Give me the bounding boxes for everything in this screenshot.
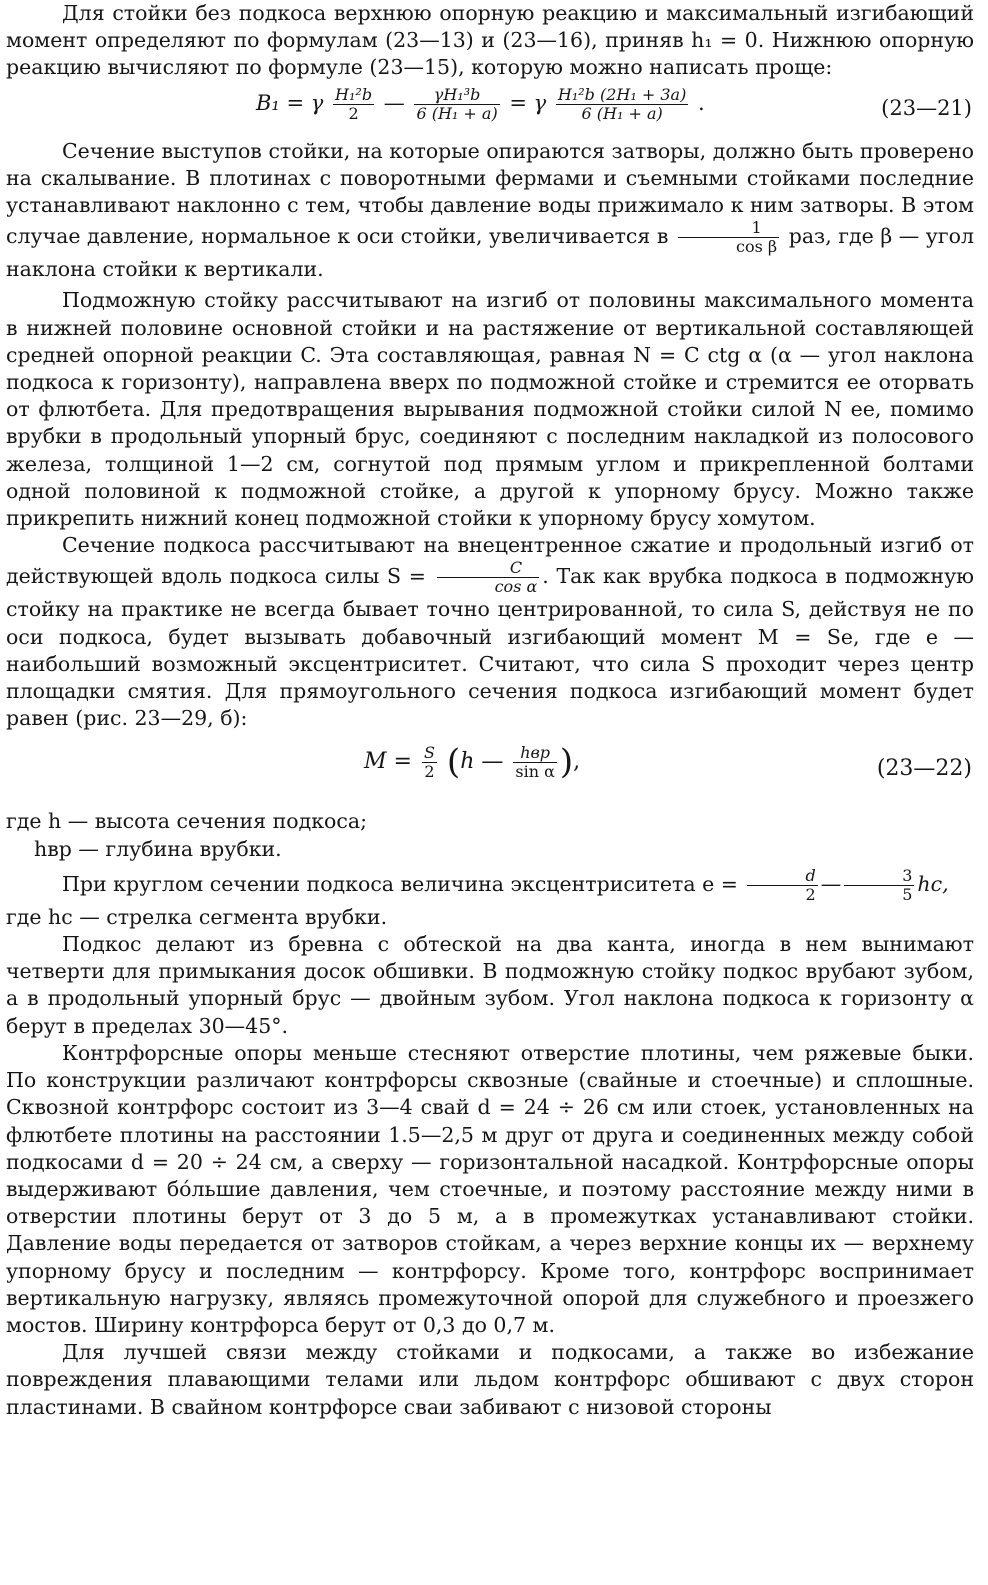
paragraph-6: Подкос делают из бревна с обтеской на два канта, иногда в нем вынимают четверти для примыкания досок обшивки. В подможную стойку подкос врубают зубом, а в продольный упорный брус — двойным зубом. Угол наклона подкоса к горизонту α берут в пределах 30—45°. bbox=[6, 932, 974, 1038]
where-line-2: hвр — глубина врубки. bbox=[34, 836, 282, 861]
p2-fraction: $\frac{1}{\text{cos β}}$ bbox=[678, 219, 779, 256]
equation-number-23-22: (23—22) bbox=[876, 756, 972, 782]
p4-fraction: $\frac{C}{\text{cos α}}$ bbox=[437, 559, 540, 596]
paragraph-4: Сечение подкоса рассчитывают на внецентренное сжатие и продольный изгиб от действующей вдоль подкоса силы S = $\frac{C}{\text{cos α}}$ . Так как врубка подкоса в подможную стойку на практике не всегда бывает точно центрированной, то сила S, действуя не по оси подкоса, будет вызывать добавочный изгибающий момент M = Se, где e — наибольший возможный эксцентриситет. Считают, что сила S проходит через центр площадки смятия. Для прямоугольного сечения подкоса изгибающий момент будет равен (рис. 23—29, б): bbox=[6, 533, 974, 731]
eq1-frac-2: $\frac{\text{γH₁³b}}{\text{6 (H₁ + a)}}$ bbox=[416, 84, 498, 123]
equation-23-21: B₁ = γ $\frac{\text{H₁²b}}{2}$ — $\frac{\text{γH₁³b}}{\text{6 (H₁ + a)}}$ = γ $\frac{\text{H₁²b (2H₁ + 3a)}}{\text{6 (H₁ + a)}}$ . (23—21) bbox=[256, 84, 972, 123]
where-line-1: где h — высота сечения подкоса; bbox=[6, 809, 367, 834]
paragraph-2: Сечение выступов стойки, на которые опираются затворы, должно быть проверено на скалывание. В плотинах с поворотными фермами и съемными стойками последние устанавливают наклонно с тем, чтобы давление воды прижимало к ним затворы. В этом случае давление, нормальное к оси стойки, увеличивается в $\frac{1}{\text{cos β}}$ раз, где β — угол наклона стойки к вертикали. bbox=[6, 138, 974, 282]
equation-23-22: M = $\frac{S}{2}$ (h — $\frac{\text{hвр}}{\text{sin α}}$ ), (23—22) bbox=[364, 742, 972, 783]
paragraph-8: Для лучшей связи между стойками и подкосами, а также во избежание повреждения плавающими телами или льдом контрфорс обшивают с двух сторон пластинами. В свайном контрфорсе сваи забивают с низовой стороны bbox=[6, 1340, 974, 1419]
equation-number-23-21: (23—21) bbox=[881, 95, 972, 120]
document-page bbox=[6, 0, 974, 1421]
paragraph-1: Для стойки без подкоса верхнюю опорную реакцию и максимальный изгибающий момент определяют по формулам (23—13) и (23—16), приняв h₁ = 0. Нижнюю опорную реакцию вычисляют по формуле (23—15), которую можно написать проще: bbox=[6, 1, 974, 80]
eq1-mid: = γ bbox=[509, 90, 547, 115]
paragraph-5-tail: где hс — стрелка сегмента врубки. bbox=[6, 904, 388, 929]
eq2-frac-1: $\frac{S}{2}$ bbox=[423, 742, 435, 781]
eq1-lhs: B₁ = γ bbox=[256, 90, 324, 115]
eq1-frac-3: $\frac{\text{H₁²b (2H₁ + 3a)}}{\text{6 (H₁ + a)}}$ bbox=[557, 84, 687, 123]
paragraph-3: Подможную стойку рассчитывают на изгиб от половины максимального момента в нижней половине основной стойки и на растяжение от вертикальной составляющей средней опорной реакции C. Эта составляющая, равная N = C ctg α (α — угол наклона подкоса к горизонту), направлена вверх по подможной стойке и стремится ее оторвать от флютбета. Для предотвращения вырывания подможной стойки силой N ее, помимо врубки в продольный упорный брус, соединяют с последним накладкой из полосового железа, толщиной 1—2 см, согнутой под прямым углом и прикрепленной болтами одной половиной к подможной стойке, а другой к упорному брусу. Можно также прикрепить нижний конец подможной стойки к упорному брусу хомутом. bbox=[6, 288, 974, 531]
eq1-frac-1: $\frac{\text{H₁²b}}{2}$ bbox=[335, 84, 373, 123]
eq2-lhs: M = bbox=[364, 749, 412, 775]
eq2-frac-2: $\frac{\text{hвр}}{\text{sin α}}$ bbox=[515, 742, 555, 781]
paragraph-5: При круглом сечении подкоса величина эксцентриситета e = $\frac{d}{2}$ — $\frac{3}{5}$ hс, bbox=[62, 865, 949, 904]
paragraph-7: Контрфорсные опоры меньше стесняют отверстие плотины, чем ряжевые быки. По конструкции различают контрфорсы сквозные (свайные и стоечные) и сплошные. Сквозной контрфорс состоит из 3—4 свай d = 24 ÷ 26 см или стоек, установленных на флютбете плотины на расстоянии 1.5—2,5 м друг от друга и соединенных между собой подкосами d = 20 ÷ 24 см, а сверху — горизонтальной насадкой. Контрфорсные опоры выдерживают бо́льшие давления, чем стоечные, и поэтому расстояние между ними в отверстии плотины берут от 3 до 5 м, а в промежутках устанавливают стойки. Давление воды передается от затворов стойкам, а через верхние концы их — верхнему упорному брусу и последним — контрфорсу. Кроме того, контрфорс воспринимает вертикальную нагрузку, являясь промежуточной опорой для служебного и проезжего мостов. Ширину контрфорса берут от 0,3 до 0,7 м. bbox=[6, 1040, 974, 1337]
